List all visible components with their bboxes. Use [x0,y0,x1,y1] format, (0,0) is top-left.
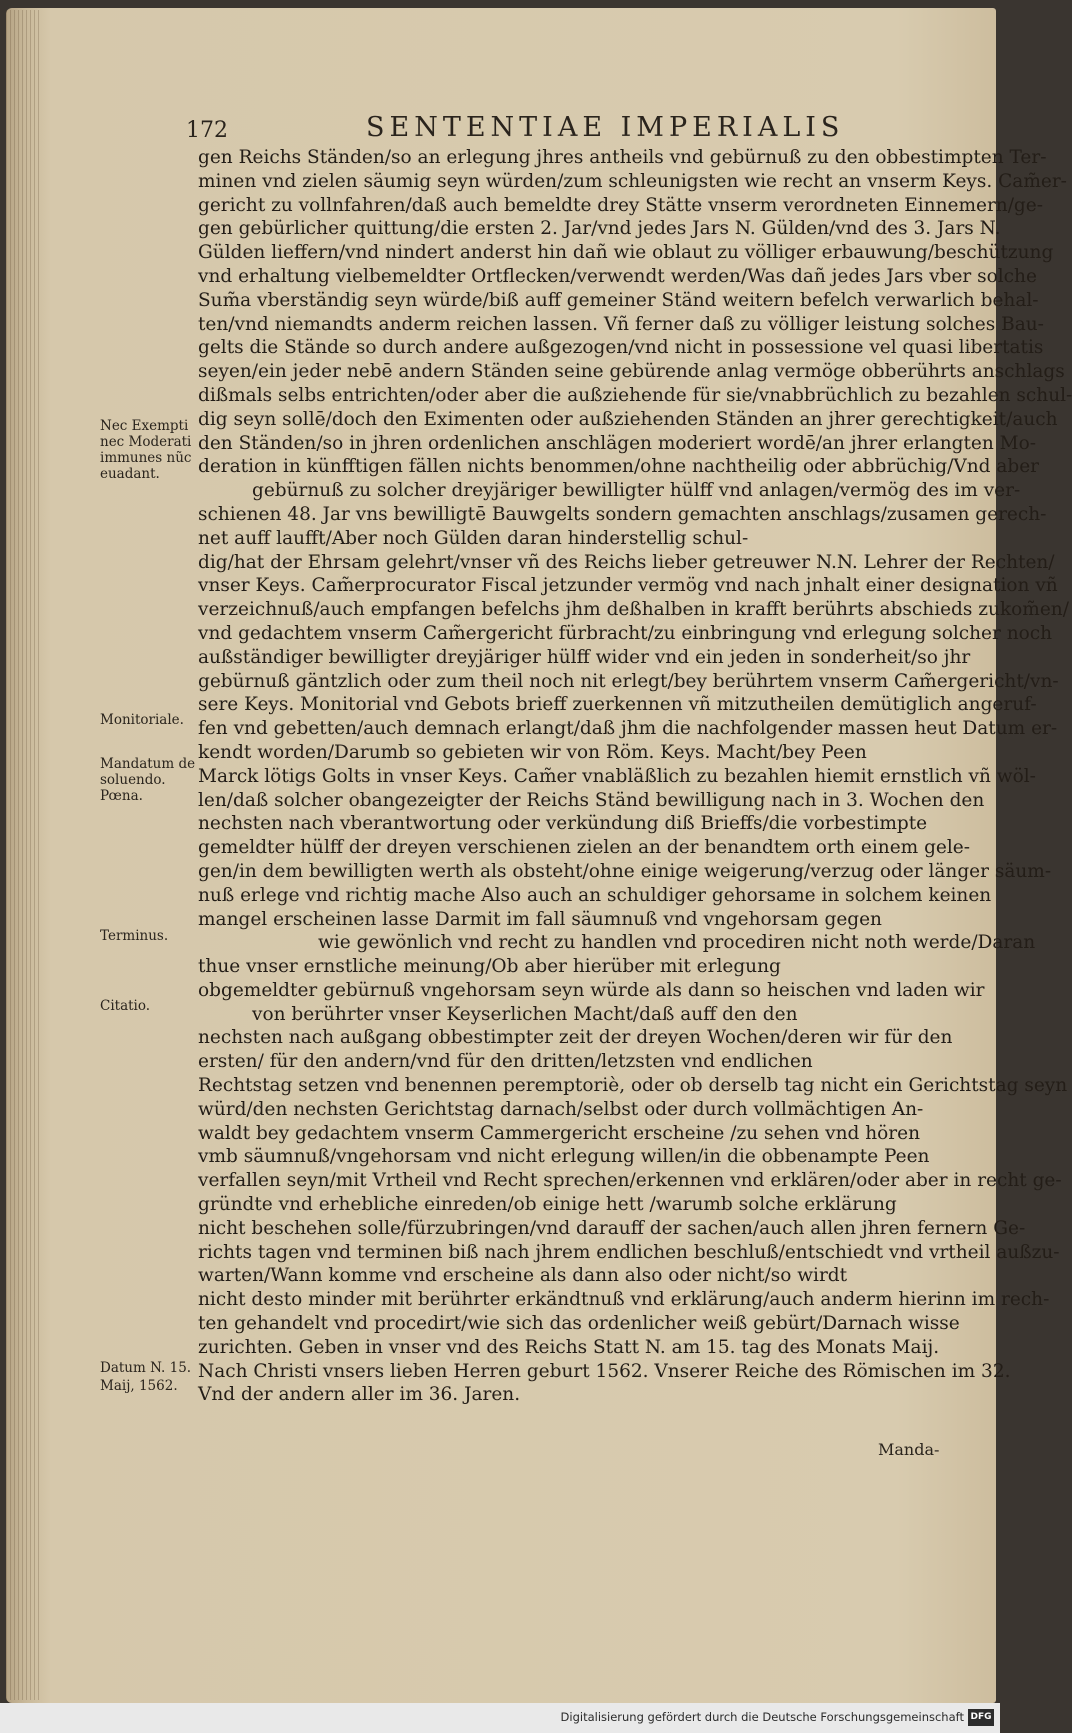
text-line: gen gebürlicher quittung/die ersten 2. Jar/vnd jedes Jars N. Gülden/vnd des 3. Jars N. [198,218,1001,240]
text-line: verzeichnuß/auch empfangen befelchs jhm deßhalben in krafft berührts abschieds zukom̃en/ [198,599,1069,621]
text-line: Marck lötigs Golts in vnser Keys. Cam̃er vnabläßlich zu bezahlen hiemit ernstlich vñ wöl- [198,765,1036,787]
text-line: gen/in dem bewilligten werth als obsteht/ohne einige weigerung/verzug oder länger säum- [198,860,1052,882]
text-line: gebürnuß zu solcher dreyjäriger bewilligter hülff vnd anlagen/vermög des im ver- [252,480,1021,502]
text-line: gen Reichs Ständen/so an erlegung jhres antheils vnd gebürnuß zu den obbestimpten Ter- [198,147,1047,168]
text-line [198,1407,958,1431]
margin-note: euadant. [100,466,160,482]
text-line: richts tagen vnd terminen biß nach jhrem endlichen beschluß/entschiedt vnd vrtheil außzu- [198,1241,1060,1263]
text-line: deration in künfftigen fällen nichts benommen/ohne nachtheilig oder abbrüchig/Vnd aber [198,456,1040,478]
margin-note: nec Moderati [100,434,192,450]
text-line: wie gewönlich vnd recht zu handlen vnd procediren nicht noth werde/Daran [318,932,1036,954]
text-line: zurichten. Geben in vnser vnd des Reichs Statt N. am 15. tag des Monats Maij. [198,1336,940,1358]
text-line: dig/hat der Ehrsam gelehrt/vnser vñ des Reichs lieber getreuwer N.N. Lehrer der Rechten/ [198,551,1055,573]
funding-credit: Digitalisierung gefördert durch die Deutsche Forschungsgemeinschaft [560,1710,964,1724]
text-line: Rechtstag setzen vnd benennen peremptoriè, oder ob derselb tag nicht ein Gerichtstag seyn [198,1075,1068,1097]
text-line: ersten/ für den andern/vnd für den dritten/letzsten vnd endlichen [198,1051,813,1073]
text-line: vnd gedachtem vnserm Cam̃ergericht fürbracht/zu einbringung vnd erlegung solcher noch [198,622,1053,644]
text-line: mangel erscheinen lasse Darmit im fall säumnuß vnd vngehorsam gegen [198,908,882,930]
margin-note: soluendo. [100,772,166,788]
margin-note: Nec Exempti [100,418,189,434]
text-line: gebürnuß gäntzlich oder zum theil noch nit erlegt/bey berührtem vnserm Cam̃ergericht/vn- [198,670,1059,692]
text-line: obgemeldter gebürnuß vngehorsam seyn würde als dann so heischen vnd laden wir [198,979,985,1001]
margin-note: immunes nũc [100,450,192,466]
text-line: nicht beschehen solle/fürzubringen/vnd darauff der sachen/auch allen jhren fernern Ge- [198,1217,1026,1239]
text-line: würd/den nechsten Gerichtstag darnach/selbst oder durch vollmächtigen An- [198,1098,924,1120]
text-line: nechsten nach vberantwortung oder verkündung diß Brieffs/die vorbestimpte [198,813,928,835]
text-line: gericht zu vollnfahren/daß auch bemeldte drey Stätte vnserm verordneten Einnemern/ge- [198,194,1043,216]
margin-note: Citatio. [100,998,151,1014]
body-text [198,146,1072,1431]
text-line: außständiger bewilligter dreyjäriger hülff wider vnd ein jeden in sonderheit/so jhr [198,646,971,668]
text-line: fen vnd gebetten/auch demnach erlangt/daß jhm die nachfolgender massen heut Datum er- [198,718,1058,740]
text-line: gelts die Stände so durch andere außgezogen/vnd nicht in possessione vel quasi libertatis [198,337,1044,359]
text-line: sere Keys. Monitorial vnd Gebots brieff zuerkennen vñ mitzutheilen demütiglich angeruf- [198,694,1037,716]
text-line: vmb säumnuß/vngehorsam vnd nicht erlegung willen/in die obbenampte Peen [198,1146,930,1168]
text-line: dißmals selbs entrichten/oder aber die außziehende für sie/vnabbrüchlich zu bezahlen schul- [198,384,1072,406]
text-line: den Ständen/so in jhren ordenlichen anschlägen moderiert wordē/an jhrer erlangten Mo- [198,432,1037,454]
text-line: ten gehandelt vnd procedirt/wie sich das ordenlicher weiß gebürt/Darnach wisse [198,1313,960,1335]
margin-note: Pœna. [100,788,143,804]
text-line: Vnd der andern aller im 36. Jaren. [198,1384,521,1406]
text-line: verfallen seyn/mit Vrtheil vnd Recht sprechen/erkennen vnd erklären/oder aber in recht ge- [198,1170,1062,1192]
digitization-footer [0,1703,1000,1733]
text-line: Nach Christi vnsers lieben Herren geburt 1562. Vnserer Reiche des Römischen im 32. [198,1360,1011,1382]
text-line: warten/Wann komme vnd erscheine als dann also oder nicht/so wirdt [198,1265,848,1287]
text-line: thue vnser ernstliche meinung/Ob aber hierüber mit erlegung [198,956,781,978]
page-edge-stack [6,10,40,1700]
dfg-logo-icon: DFG [968,1709,994,1726]
page-number: 172 [186,118,228,143]
text-line: seyen/ein jeder nebē andern Ständen seine gebürende anlag vermöge obberührts anschlags [198,361,1065,383]
text-line: vnser Keys. Cam̃erprocurator Fiscal jetzunder vermög vnd nach jnhalt einer designation vñ [198,575,1058,597]
text-line: Sum̃a vberständig seyn würde/biß auff gemeiner Ständ weitern befelch verwarlich behal- [198,289,1039,311]
text-line: Gülden lieffern/vnd nindert anderst hin dañ wie oblaut zu völliger erbauwung/beschützung [198,242,1054,264]
text-line: net auff laufft/Aber noch Gülden daran hinderstellig schul- [198,527,749,549]
margin-note: Monitoriale. [100,712,184,728]
text-line: von berührter vnser Keyserlichen Macht/daß auff den den [252,1003,798,1025]
margin-note: Maij, 1562. [100,1378,178,1394]
text-line: vnd erhaltung vielbemeldter Ortflecken/verwendt werden/Was dañ jedes Jars vber solche [198,265,1037,287]
catchword: Manda- [878,1440,940,1459]
running-title: SENTENTIAE IMPERIALIS [366,112,845,143]
text-line: ten/vnd niemandts anderm reichen lassen. Vñ ferner daß zu völliger leistung solches Bau- [198,313,1044,335]
text-line: len/daß solcher obangezeigter der Reichs Ständ bewilligung nach in 3. Wochen den [198,789,985,811]
text-line: nechsten nach außgang obbestimpter zeit der dreyen Wochen/deren wir für den [198,1027,953,1049]
margin-note: Terminus. [100,928,169,944]
text-line: gründte vnd erhebliche einreden/ob einige hett /warumb solche erklärung [198,1194,897,1216]
text-line: nicht desto minder mit berührter erkändtnuß vnd erklärung/auch anderm hierinn im rech- [198,1289,1050,1311]
text-line: gemeldter hülff der dreyen verschienen zielen an der benandtem orth einem gele- [198,837,970,859]
text-line: minen vnd zielen säumig seyn würden/zum schleunigsten wie recht an vnserm Keys. Cam̃er- [198,170,1067,192]
margin-note: Datum N. 15. [100,1360,192,1376]
text-line: nuß erlege vnd richtig mache Also auch an schuldiger gehorsame in solchem keinen [198,884,992,906]
text-line: dig seyn sollē/doch den Eximenten oder außziehenden Ständen an jhrer gerechtigkeit/auch [198,408,1058,430]
text-line: waldt bey gedachtem vnserm Cammergericht erscheine /zu sehen vnd hören [198,1122,920,1144]
text-line: schienen 48. Jar vns bewilligtē Bauwgelts sondern gemachten anschlags/zusamen gerech- [198,503,1047,525]
margin-note: Mandatum de [100,756,196,772]
text-line: kendt worden/Darumb so gebieten wir von Röm. Keys. Macht/bey Peen [198,741,867,763]
